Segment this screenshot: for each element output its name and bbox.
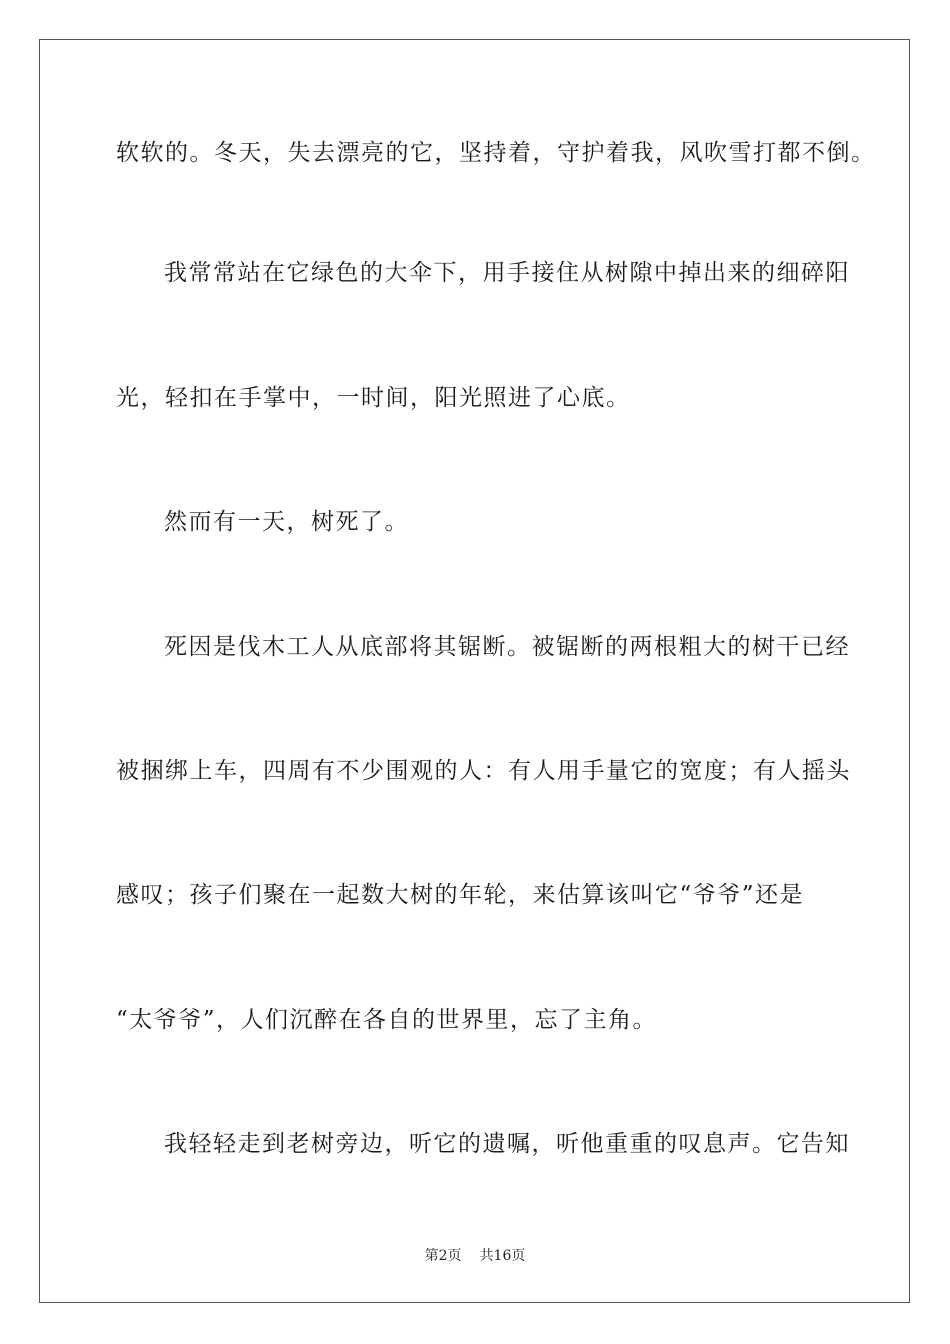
text-line-7: 感叹；孩子们聚在一起数大树的年轮，来估算该叫它“爷爷”还是 — [116, 882, 805, 908]
text-line-1: 软软的。冬天，失去漂亮的它，坚持着，守护着我，风吹雪打都不倒。 — [116, 140, 876, 166]
page-footer — [0, 1246, 950, 1266]
page-total: 共16页 — [479, 1248, 526, 1264]
text-line-8: “太爷爷”，人们沉醉在各自的世界里，忘了主角。 — [116, 1007, 658, 1033]
text-line-6: 被捆绑上车，四周有不少围观的人：有人用手量它的宽度；有人摇头 — [116, 758, 851, 784]
text-line-5: 死因是伐木工人从底部将其锯断。被锯断的两根粗大的树干已经 — [164, 634, 850, 660]
text-line-3: 光，轻扣在手掌中，一时间，阳光照进了心底。 — [116, 385, 631, 411]
text-line-4: 然而有一天，树死了。 — [164, 509, 409, 535]
page-number: 第2页 — [424, 1248, 462, 1264]
text-line-9: 我轻轻走到老树旁边，听它的遗嘱，听他重重的叹息声。它告知 — [164, 1131, 850, 1157]
text-line-2: 我常常站在它绿色的大伞下，用手接住从树隙中掉出来的细碎阳 — [164, 260, 850, 286]
page-border — [39, 39, 910, 1303]
